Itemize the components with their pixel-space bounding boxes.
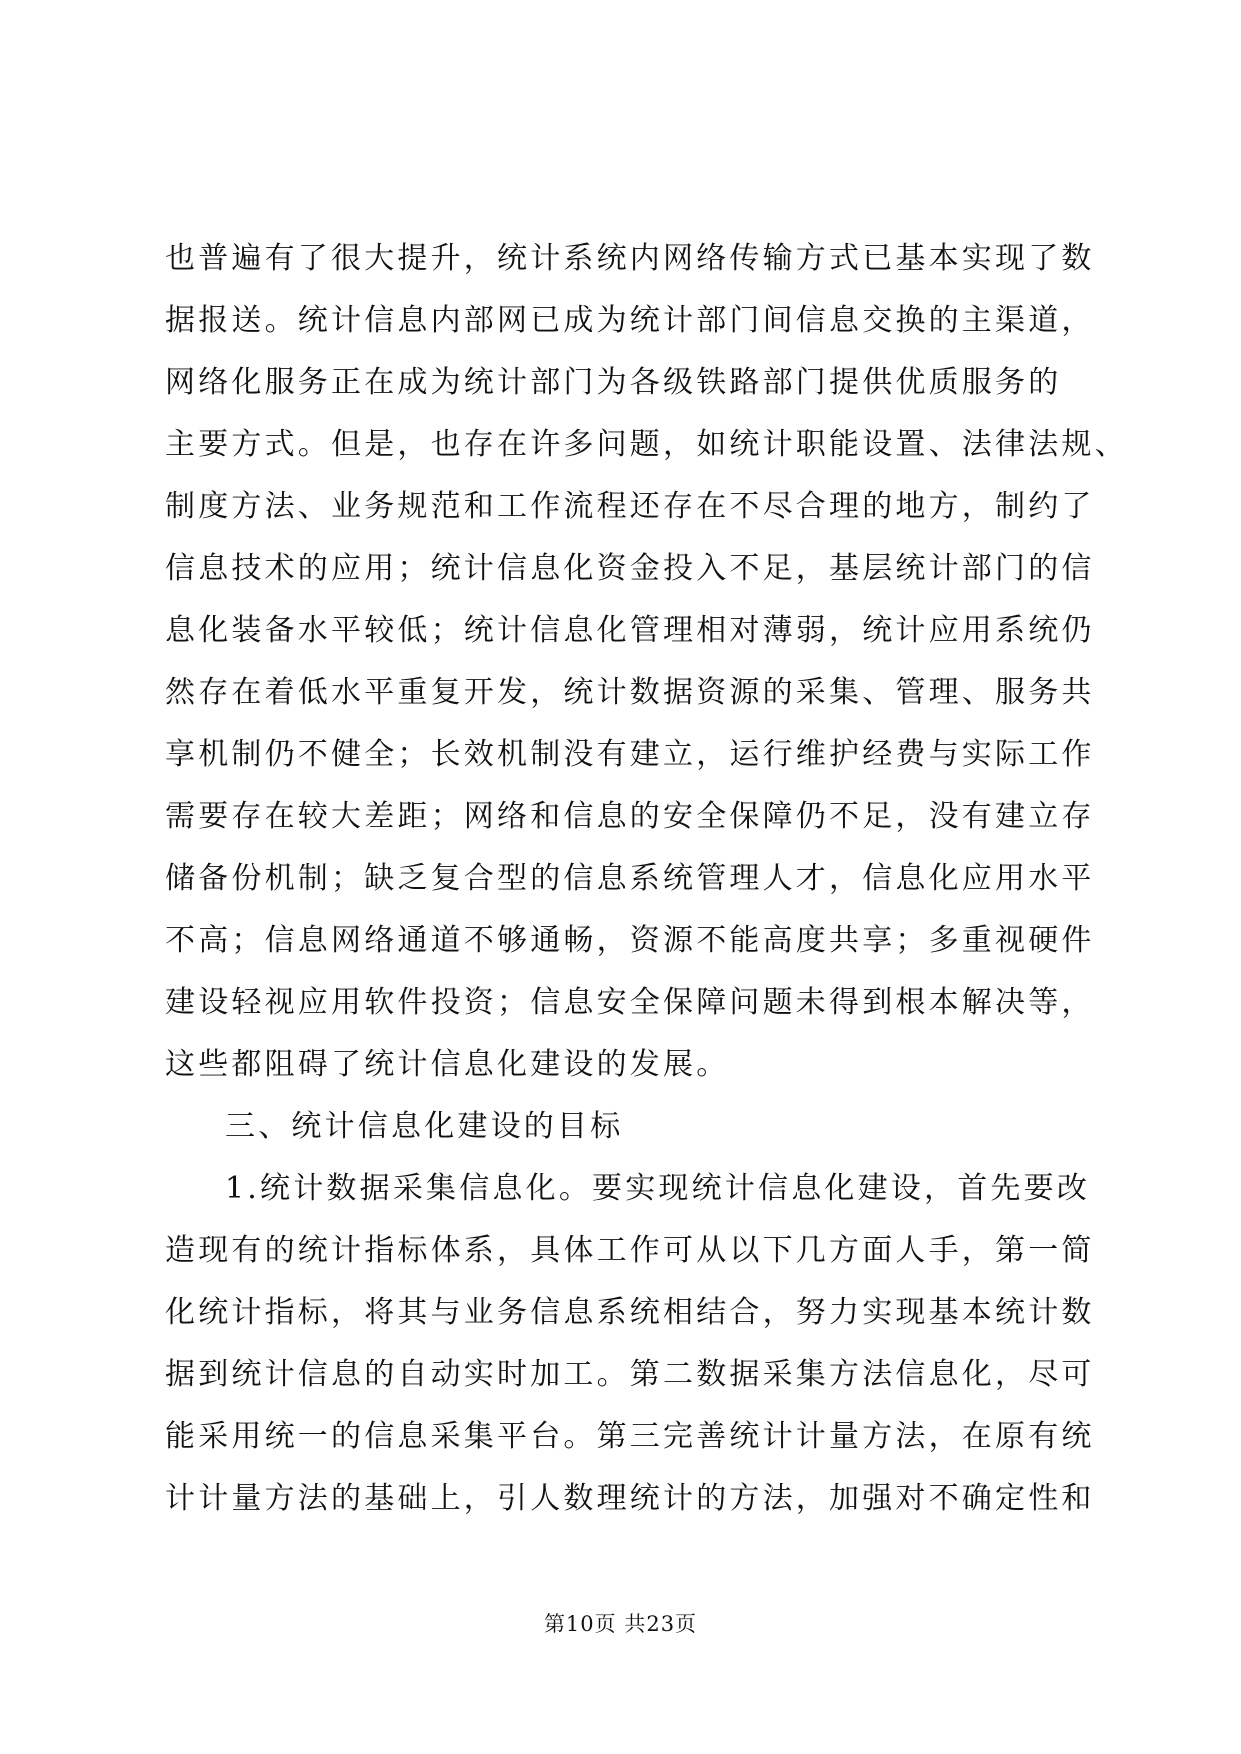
- text-line: 计计量方法的基础上，引人数理统计的方法，加强对不确定性和: [165, 1481, 1095, 1516]
- text-line: 信息技术的应用；统计信息化资金投入不足，基层统计部门的信: [165, 551, 1095, 586]
- text-line: 能采用统一的信息采集平台。第三完善统计计量方法，在原有统: [165, 1419, 1095, 1454]
- text-line: 制度方法、业务规范和工作流程还存在不尽合理的地方，制约了: [165, 489, 1095, 524]
- text-line: 造现有的统计指标体系，具体工作可从以下几方面人手，第一简: [165, 1233, 1095, 1268]
- text-line: 据报送。统计信息内部网已成为统计部门间信息交换的主渠道，: [165, 303, 1095, 338]
- text-line: 网络化服务正在成为统计部门为各级铁路部门提供优质服务的: [165, 365, 1062, 400]
- text-line: 化统计指标，将其与业务信息系统相结合，努力实现基本统计数: [165, 1295, 1095, 1330]
- text-line: 主要方式。但是，也存在许多问题，如统计职能设置、法律法规、: [165, 427, 1128, 462]
- document-body: [165, 228, 1128, 1530]
- text-line: 储备份机制；缺乏复合型的信息系统管理人才，信息化应用水平: [165, 861, 1095, 896]
- text-line: 1.统计数据采集信息化。要实现统计信息化建设，首先要改: [225, 1171, 1091, 1206]
- text-line: 不高；信息网络通道不够通畅，资源不能高度共享；多重视硬件: [165, 923, 1095, 958]
- text-line: 然存在着低水平重复开发，统计数据资源的采集、管理、服务共: [165, 675, 1095, 710]
- text-line: 需要存在较大差距；网络和信息的安全保障仍不足，没有建立存: [165, 799, 1095, 834]
- page-number-footer: 第10页 共23页: [543, 1612, 698, 1636]
- text-line: 享机制仍不健全；长效机制没有建立，运行维护经费与实际工作: [165, 737, 1095, 772]
- text-line: 这些都阻碍了统计信息化建设的发展。: [165, 1047, 730, 1082]
- text-line: 息化装备水平较低；统计信息化管理相对薄弱，统计应用系统仍: [165, 613, 1095, 648]
- text-line: 建设轻视应用软件投资；信息安全保障问题未得到根本解决等，: [165, 985, 1095, 1020]
- text-line: 据到统计信息的自动实时加工。第二数据采集方法信息化，尽可: [165, 1357, 1095, 1392]
- section-heading: 三、统计信息化建设的目标: [225, 1109, 624, 1144]
- text-line: 也普遍有了很大提升，统计系统内网络传输方式已基本实现了数: [165, 241, 1095, 276]
